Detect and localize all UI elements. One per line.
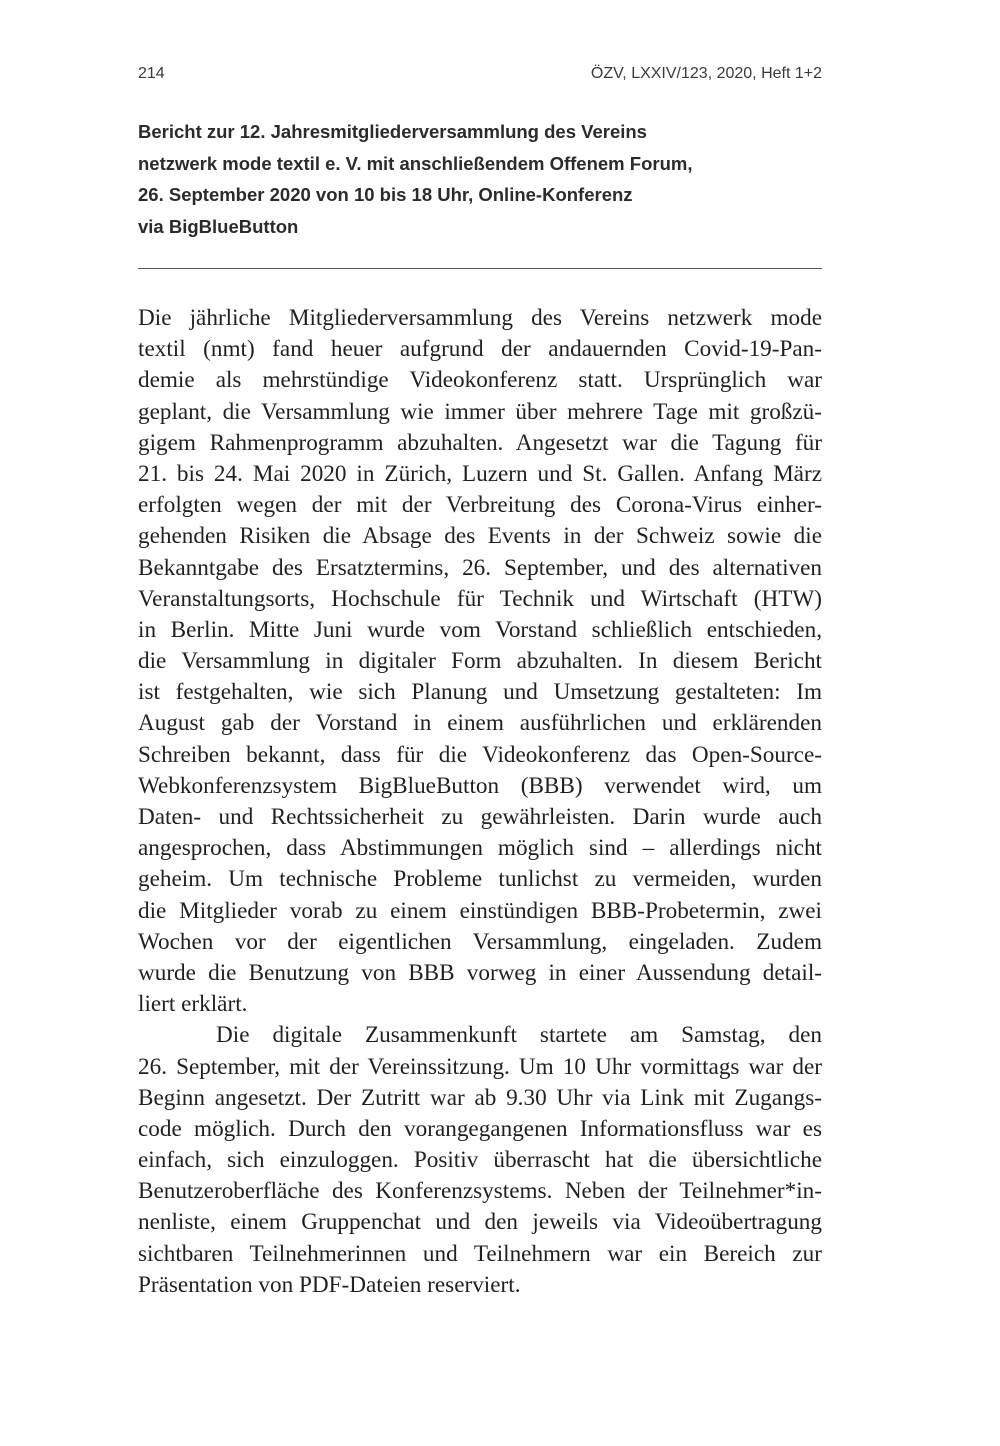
text-line: geheim. Um technische Probleme tunlichst zu vermeiden, wurden	[138, 866, 822, 893]
running-head	[138, 62, 822, 86]
text-line: ist festgehalten, wie sich Planung und Umsetzung gestalteten: Im	[138, 679, 822, 706]
text-line: liert erklärt.	[138, 991, 248, 1018]
text-line: demie als mehrstündige Videokonferenz statt. Ursprünglich war	[138, 367, 822, 394]
text-line: angesprochen, dass Abstimmungen möglich sind – allerdings nicht	[138, 835, 822, 862]
text-line: August gab der Vorstand in einem ausführlichen und erklärenden	[138, 710, 822, 737]
text-line: Benutzeroberfläche des Konferenzsystems. Neben der Teilnehmer*in-	[138, 1178, 822, 1205]
text-line: sichtbaren Teilnehmerinnen und Teilnehmern war ein Bereich zur	[138, 1240, 822, 1267]
text-line: 21. bis 24. Mai 2020 in Zürich, Luzern und St. Gallen. Anfang März	[138, 460, 822, 487]
text-line: die Versammlung in digitaler Form abzuhalten. In diesem Bericht	[138, 648, 822, 675]
title-line: netzwerk mode textil e. V. mit anschließendem Offenem Forum,	[138, 152, 693, 174]
text-line: Webkonferenzsystem BigBlueButton (BBB) verwendet wird, um	[138, 772, 822, 799]
text-line: gehenden Risiken die Absage des Events in der Schweiz sowie die	[138, 523, 822, 550]
text-line: Präsentation von PDF-Dateien reserviert.	[138, 1271, 521, 1298]
text-line: die Mitglieder vorab zu einem einstündigen BBB-Probetermin, zwei	[138, 897, 822, 924]
text-line: nenliste, einem Gruppenchat und den jeweils via Videoübertragung	[138, 1209, 822, 1236]
text-line: Wochen vor der eigentlichen Versammlung, eingeladen. Zudem	[138, 928, 822, 955]
text-line: einfach, sich einzuloggen. Positiv überrascht hat die übersichtliche	[138, 1147, 822, 1174]
text-line: code möglich. Durch den vorangegangenen Informationsfluss war es	[138, 1115, 822, 1142]
text-line: erfolgten wegen der mit der Verbreitung des Corona-Virus einher-	[138, 492, 822, 519]
title-line: via BigBlueButton	[138, 215, 299, 237]
text-line: geplant, die Versammlung wie immer über mehrere Tage mit großzü-	[138, 398, 822, 425]
text-line: Die jährliche Mitgliederversammlung des Vereins netzwerk mode	[138, 305, 822, 331]
title-divider	[138, 268, 822, 269]
text-line: textil (nmt) fand heuer aufgrund der andauernden Covid-19-Pan-	[138, 336, 822, 363]
text-line: Bekanntgabe des Ersatztermins, 26. September, und des alternativen	[138, 554, 822, 581]
text-line: in Berlin. Mitte Juni wurde vom Vorstand schließlich entschieden,	[138, 616, 822, 643]
article-title	[138, 116, 822, 242]
text-line: Schreiben bekannt, dass für die Videokonferenz das Open-Source-	[138, 741, 822, 768]
text-line: Beginn angesetzt. Der Zutritt war ab 9.30 Uhr via Link mit Zugangs-	[138, 1084, 822, 1111]
journal-reference: ÖZV, LXXIV/123, 2020, Heft 1+2	[590, 65, 822, 82]
text-line: wurde die Benutzung von BBB vorweg in einer Aussendung detail-	[138, 959, 822, 986]
text-line: Veranstaltungsorts, Hochschule für Technik und Wirtschaft (HTW)	[138, 585, 822, 612]
paragraph-2	[138, 1020, 822, 1301]
page-number: 214	[138, 65, 165, 82]
paragraph-1	[138, 303, 822, 1020]
title-line: 26. September 2020 von 10 bis 18 Uhr, Online-Konferenz	[138, 184, 633, 205]
text-line: Daten- und Rechtssicherheit zu gewährleisten. Darin wurde auch	[138, 804, 822, 830]
article-body	[138, 303, 822, 1301]
title-line: Bericht zur 12. Jahresmitgliederversammlung des Vereins	[138, 121, 647, 142]
text-line: Die digitale Zusammenkunft startete am Samstag, den	[216, 1022, 822, 1049]
text-line: gigem Rahmenprogramm abzuhalten. Angesetzt war die Tagung für	[138, 429, 822, 456]
text-line: 26. September, mit der Vereinssitzung. Um 10 Uhr vormittags war der	[138, 1053, 822, 1080]
